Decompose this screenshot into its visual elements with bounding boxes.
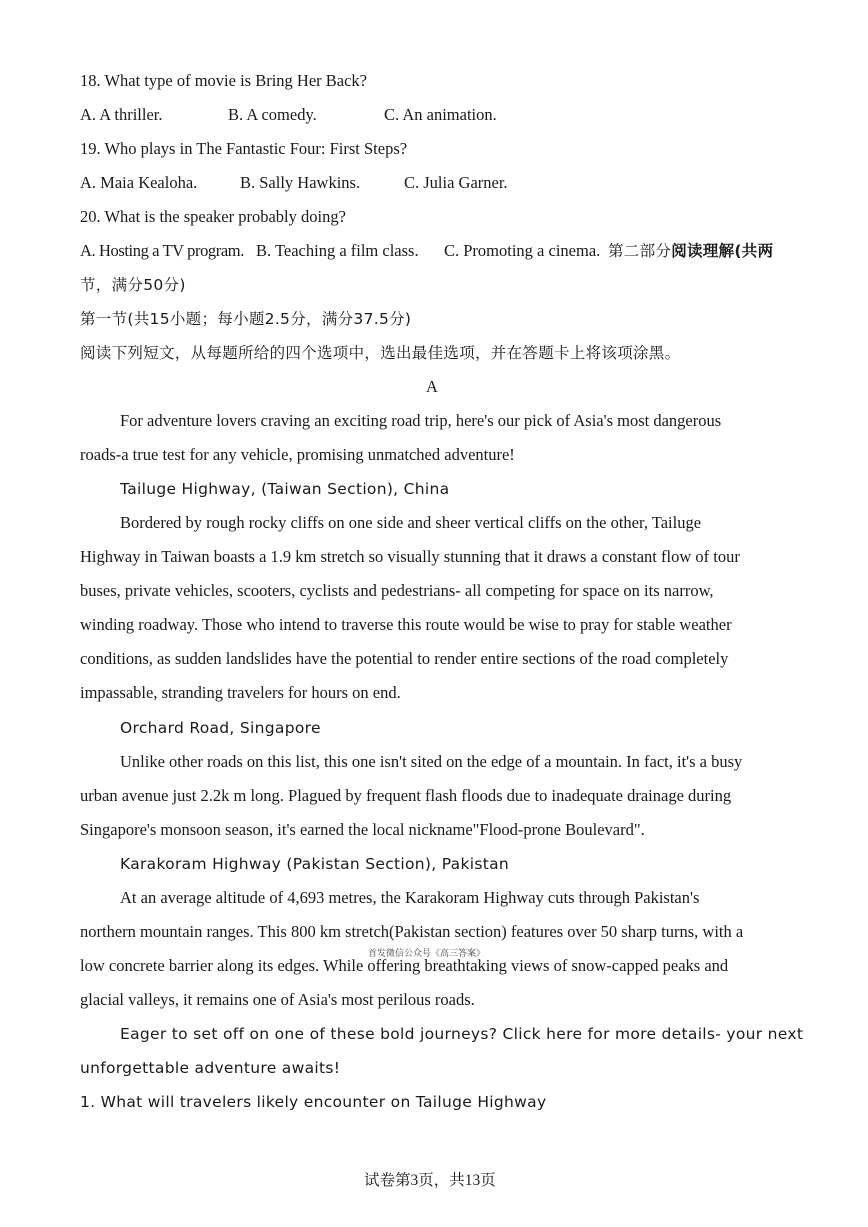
q20-option-a: A. Hosting a TV program. xyxy=(80,241,244,260)
road3-line: northern mountain ranges. This 800 km stretch(Pakistan section) features over 50 sharp turns, with a xyxy=(80,922,744,941)
q18-option-a: A. A thriller. xyxy=(80,105,163,124)
question-19: 19. Who plays in The Fantastic Four: First Steps? xyxy=(80,139,408,158)
q18-option-c: C. An animation. xyxy=(384,105,497,124)
part2-heading-line2: 节，满分50分) xyxy=(80,276,186,294)
question-1: 1. What will travelers likely encounter on Tailuge Highway xyxy=(80,1093,547,1111)
q19-option-c: C. Julia Garner. xyxy=(404,173,508,192)
q20-option-c: C. Promoting a cinema. xyxy=(444,241,601,260)
section1-heading: 第一节(共15小题；每小题2.5分，满分37.5分) xyxy=(80,310,412,328)
page-footer: 试卷第3页，共13页 xyxy=(364,1172,496,1189)
road1-title: Tailuge Highway, (Taiwan Section), China xyxy=(120,480,450,498)
part2-heading-bold: 阅读理解(共两 xyxy=(671,242,774,260)
passage-label: A xyxy=(426,377,438,396)
watermark: 首发微信公众号《高三答案》 xyxy=(368,948,486,958)
road1-line: impassable, stranding travelers for hours on end. xyxy=(80,683,401,702)
road1-line: buses, private vehicles, scooters, cyclists and pedestrians- all competing for space on its narrow, xyxy=(80,581,714,600)
road1-line: conditions, as sudden landslides have the potential to render entire sections of the road completely xyxy=(80,649,729,668)
road3-line: At an average altitude of 4,693 metres, the Karakoram Highway cuts through Pakistan's xyxy=(120,888,700,907)
closing-line: Eager to set off on one of these bold journeys? Click here for more details- your next xyxy=(120,1025,804,1043)
closing-line: unforgettable adventure awaits! xyxy=(80,1059,341,1077)
q20-option-b: B. Teaching a film class. xyxy=(256,241,419,260)
question-20: 20. What is the speaker probably doing? xyxy=(80,207,346,226)
road2-line: Singapore's monsoon season, it's earned the local nickname"Flood-prone Boulevard". xyxy=(80,820,645,839)
road3-line: glacial valleys, it remains one of Asia's most perilous roads. xyxy=(80,990,475,1009)
question-18: 18. What type of movie is Bring Her Back? xyxy=(80,71,368,90)
intro-line: For adventure lovers craving an exciting road trip, here's our pick of Asia's most dangerous xyxy=(120,411,722,430)
instruction: 阅读下列短文，从每题所给的四个选项中，选出最佳选项，并在答题卡上将该项涂黑。 xyxy=(80,344,681,362)
road2-title: Orchard Road, Singapore xyxy=(120,719,321,737)
q19-option-b: B. Sally Hawkins. xyxy=(240,173,361,192)
road2-line: Unlike other roads on this list, this one isn't sited on the edge of a mountain. In fact, it's a busy xyxy=(120,752,743,771)
part2-heading-plain: 第二部分 xyxy=(608,242,672,260)
road3-title: Karakoram Highway (Pakistan Section), Pakistan xyxy=(120,855,510,873)
road1-line: winding roadway. Those who intend to traverse this route would be wise to pray for stable weather xyxy=(80,615,732,634)
road1-line: Highway in Taiwan boasts a 1.9 km stretch so visually stunning that it draws a constant flow of tour xyxy=(80,547,740,566)
part2-heading xyxy=(608,240,773,262)
intro-line: roads-a true test for any vehicle, promising unmatched adventure! xyxy=(80,445,515,464)
q19-option-a: A. Maia Kealoha. xyxy=(80,173,198,192)
q18-option-b: B. A comedy. xyxy=(228,105,317,124)
road3-line: low concrete barrier along its edges. While offering breathtaking views of snow-capped peaks and xyxy=(80,956,729,975)
road1-line: Bordered by rough rocky cliffs on one side and sheer vertical cliffs on the other, Tailuge xyxy=(120,513,702,532)
road2-line: urban avenue just 2.2k m long. Plagued by frequent flash floods due to inadequate drainage during xyxy=(80,786,732,805)
